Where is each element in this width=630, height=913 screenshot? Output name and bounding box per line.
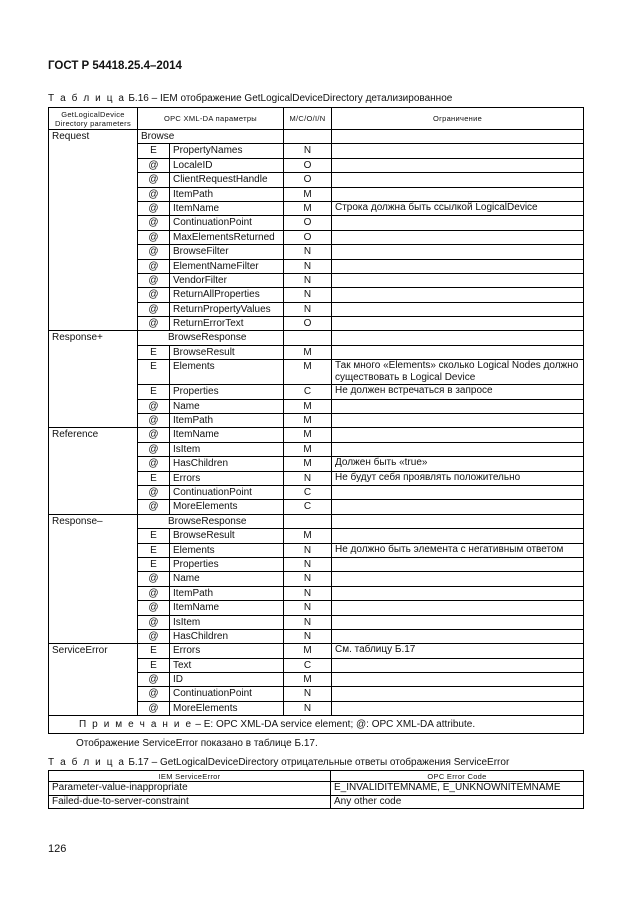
element-type-cell: @ [138,230,170,244]
mcoin-cell [284,514,332,528]
element-type-cell: @ [138,245,170,259]
opc-param-cell: ItemPath [170,414,284,428]
note-text: – E: OPC XML-DA service element; @: OPC XML-DA attribute. [192,719,476,731]
constraint-cell [332,331,584,345]
caption-text: Б.16 – IEM отображение GetLogicalDeviceDirectory детализированное [128,93,453,104]
element-type-cell: E [138,543,170,557]
opc-error-code-cell: Any other code [331,795,584,809]
constraint-cell [332,230,584,244]
opc-param-cell: PropertyNames [170,144,284,158]
caption-prefix: Т а б л и ц а [48,757,126,768]
constraint-cell [332,273,584,287]
table-row [49,644,584,658]
mcoin-cell: N [284,144,332,158]
constraint-cell [332,414,584,428]
constraint-cell [332,345,584,359]
table-row [49,716,584,734]
element-type-cell: @ [138,201,170,215]
constraint-cell [332,428,584,442]
mcoin-cell: N [284,687,332,701]
opc-param-cell: Name [170,572,284,586]
mcoin-cell: M [284,457,332,471]
table-b16-body [49,130,584,734]
constraint-cell [332,658,584,672]
mcoin-cell: O [284,158,332,172]
element-type-cell: @ [138,273,170,287]
document-header: ГОСТ Р 54418.25.4–2014 [48,60,182,72]
element-type-cell: E [138,144,170,158]
element-type-cell: @ [138,399,170,413]
table-b16 [48,107,584,734]
mcoin-cell: M [284,673,332,687]
constraint-cell: См. таблицу Б.17 [332,644,584,658]
opc-param-cell: ReturnAllProperties [170,288,284,302]
mcoin-cell: C [284,658,332,672]
opc-param-cell: MoreElements [170,500,284,514]
element-type-cell: @ [138,457,170,471]
element-type-cell: @ [138,158,170,172]
mcoin-cell: C [284,385,332,399]
constraint-cell [332,485,584,499]
group-name-cell: Response– [49,514,138,644]
opc-param-cell: Properties [170,385,284,399]
opc-param-cell: Properties [170,557,284,571]
mcoin-cell: N [284,557,332,571]
constraint-cell [332,288,584,302]
opc-param-cell: ContinuationPoint [170,687,284,701]
constraint-cell: Должен быть «true» [332,457,584,471]
mcoin-cell: M [284,187,332,201]
mcoin-cell: M [284,360,332,385]
opc-param-cell: MoreElements [170,701,284,715]
mcoin-cell: C [284,485,332,499]
constraint-cell [332,572,584,586]
constraint-cell [332,557,584,571]
constraint-cell [332,529,584,543]
mcoin-cell: N [284,245,332,259]
table-b17 [48,770,584,809]
opc-param-cell: Errors [170,644,284,658]
mcoin-cell [284,331,332,345]
mcoin-cell: N [284,572,332,586]
table-row [49,130,584,144]
opc-param-cell: IsItem [170,442,284,456]
constraint-cell [332,514,584,528]
element-type-cell: @ [138,615,170,629]
opc-param-cell: BrowseResult [170,345,284,359]
element-type-cell: @ [138,629,170,643]
constraint-cell [332,187,584,201]
opc-service-cell: Browse [138,130,284,144]
note-prefix: П р и м е ч а н и е [79,719,193,731]
constraint-cell [332,399,584,413]
constraint-cell [332,317,584,331]
mcoin-cell: N [284,629,332,643]
constraint-cell [332,216,584,230]
constraint-cell [332,601,584,615]
element-type-cell: @ [138,687,170,701]
table-row [49,782,584,796]
element-type-cell: E [138,360,170,385]
mcoin-cell: M [284,399,332,413]
element-type-cell: @ [138,259,170,273]
mcoin-cell: O [284,317,332,331]
opc-param-cell: Text [170,658,284,672]
mcoin-cell: M [284,201,332,215]
table-row [49,428,584,442]
mcoin-cell: N [284,259,332,273]
mcoin-cell: N [284,273,332,287]
opc-param-cell: ItemPath [170,187,284,201]
opc-param-cell: IsItem [170,615,284,629]
col-header-iem-serviceerror: IEM ServiceError [49,771,331,782]
opc-param-cell: MaxElementsReturned [170,230,284,244]
mcoin-cell: N [284,288,332,302]
col-header-opc-error-code: OPC Error Code [331,771,584,782]
element-type-cell: @ [138,500,170,514]
constraint-cell [332,259,584,273]
mcoin-cell: N [284,302,332,316]
opc-param-cell: Elements [170,543,284,557]
element-type-cell: @ [138,302,170,316]
element-type-cell: @ [138,601,170,615]
mcoin-cell: N [284,543,332,557]
opc-param-cell: ReturnErrorText [170,317,284,331]
constraint-cell: Так много «Elements» сколько Logical Nodes должно существовать в Logical Device [332,360,584,385]
constraint-cell [332,687,584,701]
constraint-cell: Строка должна быть ссылкой LogicalDevice [332,201,584,215]
mcoin-cell: M [284,529,332,543]
constraint-cell: Не должен встречаться в запросе [332,385,584,399]
opc-param-cell: BrowseFilter [170,245,284,259]
iem-serviceerror-cell: Failed-due-to-server-constraint [49,795,331,809]
mcoin-cell: C [284,500,332,514]
element-type-cell: E [138,471,170,485]
element-type-cell: E [138,557,170,571]
col-header-ld-params: GetLogicalDevice Directory parameters [49,108,138,130]
constraint-cell [332,130,584,144]
opc-param-cell: Elements [170,360,284,385]
mcoin-cell: M [284,428,332,442]
element-type-cell: @ [138,442,170,456]
element-type-cell: E [138,345,170,359]
table16-caption [48,93,452,104]
constraint-cell [332,673,584,687]
constraint-cell [332,629,584,643]
opc-param-cell: ID [170,673,284,687]
mcoin-cell: M [284,414,332,428]
opc-param-cell: ElementNameFilter [170,259,284,273]
mcoin-cell: M [284,442,332,456]
mcoin-cell: N [284,615,332,629]
mcoin-cell [284,130,332,144]
opc-param-cell: ItemPath [170,586,284,600]
constraint-cell [332,302,584,316]
group-name-cell: Response+ [49,331,138,428]
element-type-cell: @ [138,673,170,687]
mcoin-cell: O [284,173,332,187]
opc-param-cell: ItemName [170,601,284,615]
group-name-cell: Request [49,130,138,331]
constraint-cell: Не будут себя проявлять положительно [332,471,584,485]
opc-param-cell: ContinuationPoint [170,485,284,499]
element-type-cell: @ [138,216,170,230]
table-note [49,716,584,734]
opc-param-cell: Errors [170,471,284,485]
table17-caption [48,757,509,768]
iem-serviceerror-cell: Parameter-value-inappropriate [49,782,331,796]
constraint-cell [332,173,584,187]
opc-param-cell: ReturnPropertyValues [170,302,284,316]
table-row [49,795,584,809]
constraint-cell [332,615,584,629]
constraint-cell [332,442,584,456]
caption-text: Б.17 – GetLogicalDeviceDirectory отрицательные ответы отображения ServiceError [128,757,510,768]
opc-param-cell: ItemName [170,428,284,442]
element-type-cell: @ [138,288,170,302]
opc-param-cell: ContinuationPoint [170,216,284,230]
constraint-cell: Не должно быть элемента с негативным ответом [332,543,584,557]
opc-error-code-cell: E_INVALIDITEMNAME, E_UNKNOWNITEMNAME [331,782,584,796]
constraint-cell [332,144,584,158]
opc-param-cell: HasChildren [170,457,284,471]
opc-param-cell: VendorFilter [170,273,284,287]
opc-param-cell: ItemName [170,201,284,215]
mcoin-cell: N [284,701,332,715]
mcoin-cell: N [284,471,332,485]
opc-param-cell: BrowseResponse [138,514,284,528]
mcoin-cell: M [284,644,332,658]
constraint-cell [332,158,584,172]
mcoin-cell: N [284,601,332,615]
element-type-cell: E [138,658,170,672]
element-type-cell: @ [138,572,170,586]
group-name-cell: ServiceError [49,644,138,716]
mcoin-cell: O [284,230,332,244]
col-header-opc-params: OPC XML-DA параметры [138,108,284,130]
element-type-cell: @ [138,173,170,187]
element-type-cell: @ [138,485,170,499]
element-type-cell: @ [138,317,170,331]
element-type-cell: E [138,529,170,543]
caption-prefix: Т а б л и ц а [48,93,126,104]
table-row [49,514,584,528]
element-type-cell: @ [138,428,170,442]
table-row [49,331,584,345]
element-type-cell: @ [138,701,170,715]
opc-param-cell: BrowseResult [170,529,284,543]
element-type-cell: @ [138,414,170,428]
body-paragraph: Отображение ServiceError показано в таблице Б.17. [76,738,318,749]
page-number: 126 [48,843,67,855]
opc-param-cell: HasChildren [170,629,284,643]
mcoin-cell: O [284,216,332,230]
constraint-cell [332,245,584,259]
element-type-cell: E [138,385,170,399]
constraint-cell [332,701,584,715]
mcoin-cell: M [284,345,332,359]
mcoin-cell: N [284,586,332,600]
group-name-cell: Reference [49,428,138,514]
element-type-cell: @ [138,187,170,201]
element-type-cell: @ [138,586,170,600]
col-header-mcoin: M/C/O/I/N [284,108,332,130]
opc-param-cell: ClientRequestHandle [170,173,284,187]
element-type-cell: E [138,644,170,658]
opc-param-cell: LocaleID [170,158,284,172]
col-header-constraint: Ограничение [332,108,584,130]
opc-param-cell: Name [170,399,284,413]
constraint-cell [332,500,584,514]
constraint-cell [332,586,584,600]
opc-param-cell: BrowseResponse [138,331,284,345]
